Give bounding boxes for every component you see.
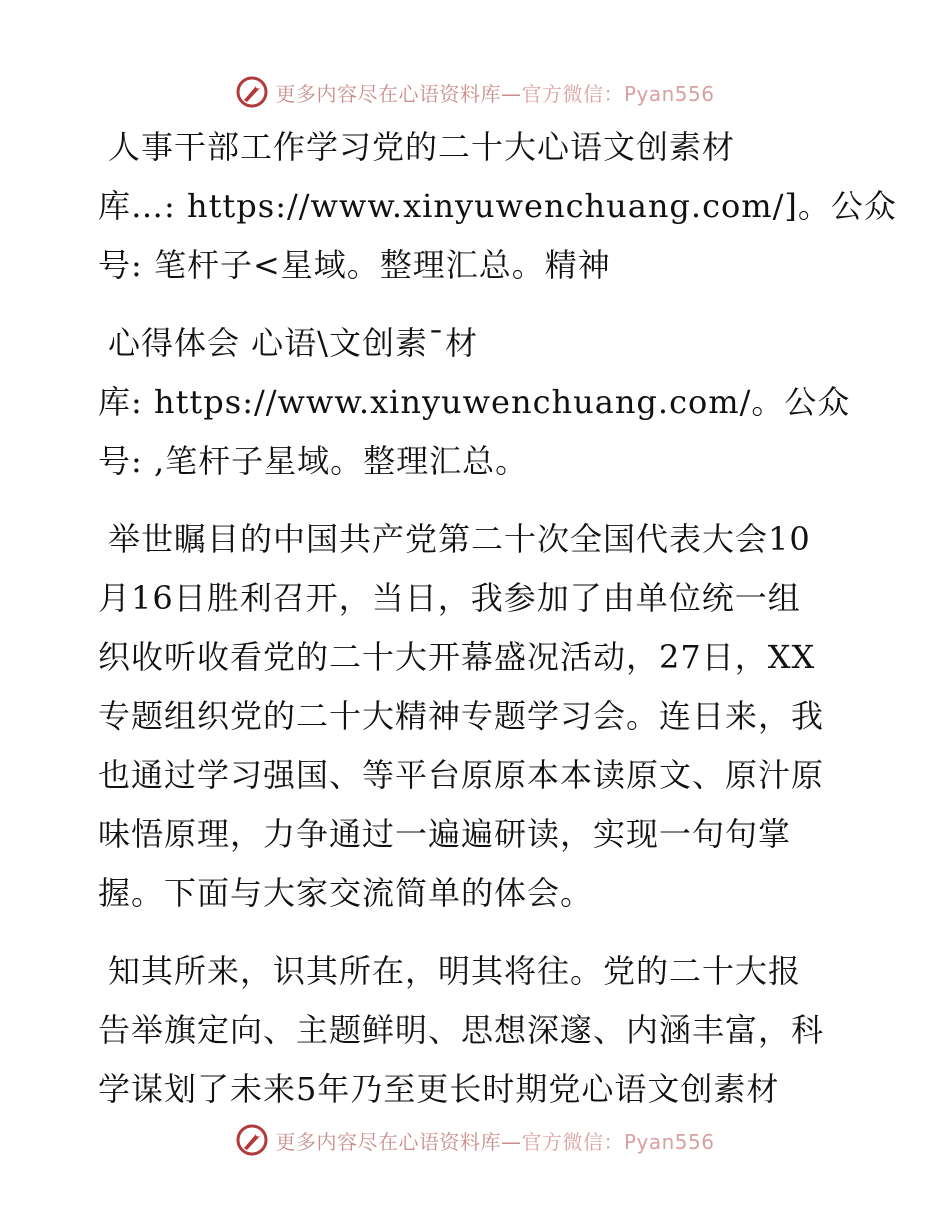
text-line: 心得体会 心语\文创素¯材	[108, 324, 478, 362]
header-banner	[0, 72, 950, 112]
text-line: 握。下面与大家交流简单的体会。	[98, 874, 594, 912]
text-line: 库…: https://www.xinyuwenchuang.com/]。公众	[98, 187, 897, 225]
text-line: 学谋划了未来5年乃至更长时期党心语文创素材	[98, 1070, 780, 1108]
banner-text: 更多内容尽在心语资料库—官方微信：Pyan556	[275, 81, 715, 106]
paragraph-4	[98, 942, 858, 1119]
text-line: 也通过学习强国、等平台原原本本读原文、原汁原	[98, 756, 825, 794]
pen-nib-circle-icon	[235, 1123, 269, 1157]
text-line: 织收听收看党的二十大开幕盛况活动，27日，XX	[98, 638, 816, 676]
text-line: 号: ,笔杆子星域。整理汇总。	[98, 442, 529, 480]
text-line: 库: https://www.xinyuwenchuang.com/。公众	[98, 383, 851, 421]
text-line: 举世瞩目的中国共产党第二十次全国代表大会10	[108, 520, 811, 558]
text-line: 人事干部工作学习党的二十大心语文创素材	[108, 128, 736, 166]
banner-text: 更多内容尽在心语资料库—官方微信：Pyan556	[275, 1129, 715, 1154]
text-line: 知其所来，识其所在，明其将往。党的二十大报	[108, 952, 802, 990]
text-line: 月16日胜利召开，当日，我参加了由单位统一组	[98, 579, 801, 617]
paragraph-3	[98, 510, 858, 923]
pen-nib-circle-icon	[235, 75, 269, 109]
text-line: 专题组织党的二十大精神专题学习会。连日来，我	[98, 697, 825, 735]
paragraph-1	[98, 118, 897, 295]
text-line: 味悟原理，力争通过一遍遍研读，实现一句句掌	[98, 815, 792, 853]
text-line: 号: 笔杆子<星域。整理汇总。精神	[98, 246, 611, 284]
text-line: 告举旗定向、主题鲜明、思想深邃、内涵丰富，科	[98, 1011, 825, 1049]
footer-banner	[0, 1120, 950, 1160]
paragraph-2	[98, 314, 858, 491]
document-body	[98, 118, 897, 1138]
